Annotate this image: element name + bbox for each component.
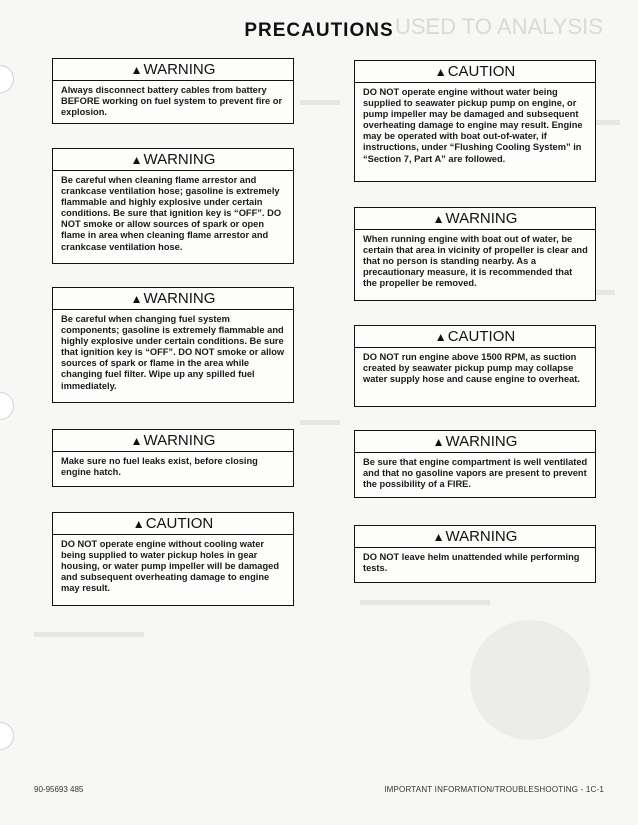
- notice-text: When running engine with boat out of water, be certain that area in vicinity of propeller is clear and that no person is standing nearby. As a precautionary measure, it is recommended that the propeller be removed.: [363, 234, 588, 289]
- notice-text: DO NOT operate engine without water being supplied to seawater pickup pump on engine, or pump impeller may be damaged and subsequent overheating damage to engine may result. Engine may be operated with boat out-of-water, if instructions, under “Flushing Cooling System” in “Section 7, Part A” are followed.: [363, 87, 583, 164]
- notice-text: DO NOT leave helm unattended while performing tests.: [363, 552, 580, 574]
- warning-triangle-icon: ▲: [434, 330, 447, 344]
- binder-hole: [0, 65, 14, 93]
- notice-text: DO NOT operate engine without cooling water being supplied to water pickup holes in gear housing, or water pump impeller will be damaged and subsequent overheating damage to engine may result.: [61, 539, 279, 594]
- bleed-through-line: [360, 600, 490, 605]
- notice-box: [52, 429, 294, 487]
- notice-header: [53, 288, 293, 310]
- notice-heading: CAUTION: [447, 328, 516, 345]
- notice-header: [53, 513, 293, 535]
- notice-header: [355, 208, 595, 230]
- notice-header: [53, 149, 293, 171]
- warning-triangle-icon: ▲: [130, 434, 143, 448]
- notice-text: Be careful when changing fuel system components; gasoline is extremely flammable and highly explosive under certain conditions. Be sure that ignition key is “OFF”. DO NOT smoke or allow sources of spark or flame in the area while changing fuel filter. Wipe up any spilled fuel immediately.: [61, 314, 285, 391]
- binder-hole: [0, 392, 14, 420]
- warning-triangle-icon: ▲: [434, 65, 447, 79]
- notice-header: [355, 431, 595, 453]
- warning-triangle-icon: ▲: [132, 517, 145, 531]
- page-title: PRECAUTIONS: [244, 20, 394, 41]
- warning-triangle-icon: ▲: [432, 435, 445, 449]
- warning-triangle-icon: ▲: [130, 153, 143, 167]
- notice-heading: WARNING: [143, 61, 216, 78]
- notice-heading: WARNING: [143, 151, 216, 168]
- notice-box: [354, 430, 596, 498]
- notice-text: Be careful when cleaning flame arrestor and crankcase ventilation hose; gasoline is extremely flammable and highly explosive under certain conditions. Be sure that ignition key is “OFF”. DO NOT smoke or allow sources of spark or open flame in area when cleaning flame arrestor and crankcase ventilation hose.: [61, 175, 282, 252]
- warning-triangle-icon: ▲: [130, 292, 143, 306]
- warning-triangle-icon: ▲: [432, 530, 445, 544]
- notice-header: [355, 61, 595, 83]
- notice-text: Make sure no fuel leaks exist, before closing engine hatch.: [61, 456, 258, 478]
- notice-header: [53, 59, 293, 81]
- document-number: 90-95693 485: [34, 785, 84, 794]
- notice-header: [53, 430, 293, 452]
- notice-box: [354, 325, 596, 407]
- notice-text: Be sure that engine compartment is well ventilated and that no gasoline vapors are present to prevent the possibility of a FIRE.: [363, 457, 588, 490]
- notice-heading: WARNING: [143, 290, 216, 307]
- notice-box: [354, 207, 596, 301]
- notice-box: [52, 58, 294, 124]
- notice-box: [354, 60, 596, 182]
- warning-triangle-icon: ▲: [432, 212, 445, 226]
- binder-hole: [0, 722, 14, 750]
- notice-text: DO NOT run engine above 1500 RPM, as suction created by seawater pickup pump may collapse water supply hose and cause engine to overheat.: [363, 352, 580, 385]
- bleed-through-line: [34, 632, 144, 637]
- page-footer-section: IMPORTANT INFORMATION/TROUBLESHOOTING - 1C-1: [384, 785, 604, 794]
- notice-heading: WARNING: [143, 432, 216, 449]
- notice-heading: CAUTION: [145, 515, 214, 532]
- bleed-through-line: [300, 100, 340, 105]
- notice-heading: WARNING: [445, 433, 518, 450]
- notice-heading: WARNING: [445, 528, 518, 545]
- notice-header: [355, 526, 595, 548]
- notice-text: Always disconnect battery cables from battery BEFORE working on fuel system to prevent fire or explosion.: [61, 85, 283, 118]
- notice-box: [354, 525, 596, 583]
- warning-triangle-icon: ▲: [130, 63, 143, 77]
- notice-box: [52, 287, 294, 403]
- notice-heading: CAUTION: [447, 63, 516, 80]
- bleed-through-figure: [470, 620, 590, 740]
- bleed-through-line: [300, 420, 340, 425]
- notice-header: [355, 326, 595, 348]
- bleed-through-heading: USED TO ANALYSIS: [395, 14, 603, 39]
- notice-box: [52, 512, 294, 606]
- notice-box: [52, 148, 294, 264]
- notice-heading: WARNING: [445, 210, 518, 227]
